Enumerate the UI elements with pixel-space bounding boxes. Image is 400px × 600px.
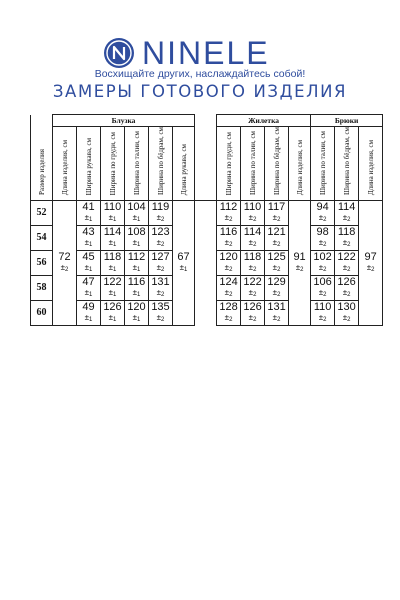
col-blouse-sleeve-width: Ширина рукава, см (77, 127, 101, 201)
data-cell: 126 $\pm_2$ (241, 300, 265, 325)
data-cell: 114 $\pm_2$ (335, 200, 359, 225)
data-cell: 125 $\pm_2$ (265, 250, 289, 275)
data-cell: 131 $\pm_2$ (265, 300, 289, 325)
gap-cell (195, 200, 217, 325)
data-cell: 122 $\pm_2$ (241, 275, 265, 300)
data-cell: 121 $\pm_2$ (265, 225, 289, 250)
data-cell: 122 $\pm_2$ (335, 250, 359, 275)
group-vest: Жилетка (217, 115, 311, 127)
data-cell: 94 $\pm_2$ (311, 200, 335, 225)
data-cell: 127 $\pm_2$ (149, 250, 173, 275)
data-cell: 119 $\pm_2$ (149, 200, 173, 225)
size-measurements-table (30, 114, 383, 326)
size-cell: 52 (31, 200, 53, 225)
col-vest-waist: Ширина по талии, см (241, 127, 265, 201)
data-cell: 122 $\pm_1$ (101, 275, 125, 300)
col-vest-length: Длина изделия, см (289, 127, 311, 201)
size-cell: 54 (31, 225, 53, 250)
data-cell: 131 $\pm_2$ (149, 275, 173, 300)
data-cell: 49 $\pm_1$ (77, 300, 101, 325)
col-size: Размер изделия (31, 127, 53, 201)
group-header-row (31, 115, 383, 127)
col-trousers-hips: Ширина по бёдрам, см (335, 127, 359, 201)
data-cell: 120 $\pm_2$ (217, 250, 241, 275)
data-cell: 126 $\pm_1$ (101, 300, 125, 325)
col-blouse-waist: Ширина по талии, см (125, 127, 149, 201)
merged-cell: 97 $\pm_2$ (359, 200, 383, 325)
page-title: ЗАМЕРЫ ГОТОВОГО ИЗДЕЛИЯ (52, 82, 348, 101)
table-row (31, 200, 383, 225)
data-cell: 110 $\pm_2$ (241, 200, 265, 225)
n-circle-logo-icon (104, 38, 134, 68)
col-blouse-length: Длина изделия, см (53, 127, 77, 201)
col-vest-chest: Ширина по груди, см (217, 127, 241, 201)
column-header-row (31, 127, 383, 201)
col-blouse-chest: Ширина по груди, см (101, 127, 125, 201)
data-cell: 118 $\pm_1$ (101, 250, 125, 275)
data-cell: 114 $\pm_2$ (241, 225, 265, 250)
data-cell: 45 $\pm_1$ (77, 250, 101, 275)
col-gap (195, 127, 217, 201)
data-cell: 112 $\pm_2$ (217, 200, 241, 225)
data-cell: 110 $\pm_1$ (101, 200, 125, 225)
data-cell: 126 $\pm_2$ (335, 275, 359, 300)
col-blouse-sleeve-length: Длина рукава, см (173, 127, 195, 201)
data-cell: 130 $\pm_2$ (335, 300, 359, 325)
data-cell: 118 $\pm_2$ (241, 250, 265, 275)
data-cell: 118 $\pm_2$ (335, 225, 359, 250)
data-cell: 102 $\pm_2$ (311, 250, 335, 275)
data-cell: 112 $\pm_1$ (125, 250, 149, 275)
group-trousers: Брюки (311, 115, 383, 127)
data-cell: 114 $\pm_1$ (101, 225, 125, 250)
col-trousers-length: Длина изделия, см (359, 127, 383, 201)
data-cell: 135 $\pm_2$ (149, 300, 173, 325)
data-cell: 106 $\pm_2$ (311, 275, 335, 300)
data-cell: 104 $\pm_1$ (125, 200, 149, 225)
data-cell: 117 $\pm_2$ (265, 200, 289, 225)
col-trousers-waist: Ширина по талии, см (311, 127, 335, 201)
data-cell: 110 $\pm_2$ (311, 300, 335, 325)
col-vest-hips: Ширина по бёдрам, см (265, 127, 289, 201)
data-cell: 123 $\pm_2$ (149, 225, 173, 250)
data-cell: 124 $\pm_2$ (217, 275, 241, 300)
data-cell: 116 $\pm_2$ (217, 225, 241, 250)
merged-cell: 67 $\pm_1$ (173, 200, 195, 325)
data-cell: 129 $\pm_2$ (265, 275, 289, 300)
data-cell: 41 $\pm_1$ (77, 200, 101, 225)
size-cell: 58 (31, 275, 53, 300)
brand-name: NINELE (142, 35, 270, 71)
merged-cell: 72 $\pm_2$ (53, 200, 77, 325)
data-cell: 47 $\pm_1$ (77, 275, 101, 300)
merged-cell: 91 $\pm_2$ (289, 200, 311, 325)
data-cell: 116 $\pm_1$ (125, 275, 149, 300)
col-blouse-hips: Ширина по бёдрам, см (149, 127, 173, 201)
size-cell: 60 (31, 300, 53, 325)
group-blouse: Блузка (53, 115, 195, 127)
data-cell: 98 $\pm_2$ (311, 225, 335, 250)
data-cell: 108 $\pm_1$ (125, 225, 149, 250)
brand-slogan: Восхищайте других, наслаждайтесь собой! (94, 68, 306, 80)
data-cell: 43 $\pm_1$ (77, 225, 101, 250)
size-cell: 56 (31, 250, 53, 275)
data-cell: 120 $\pm_1$ (125, 300, 149, 325)
data-cell: 128 $\pm_2$ (217, 300, 241, 325)
